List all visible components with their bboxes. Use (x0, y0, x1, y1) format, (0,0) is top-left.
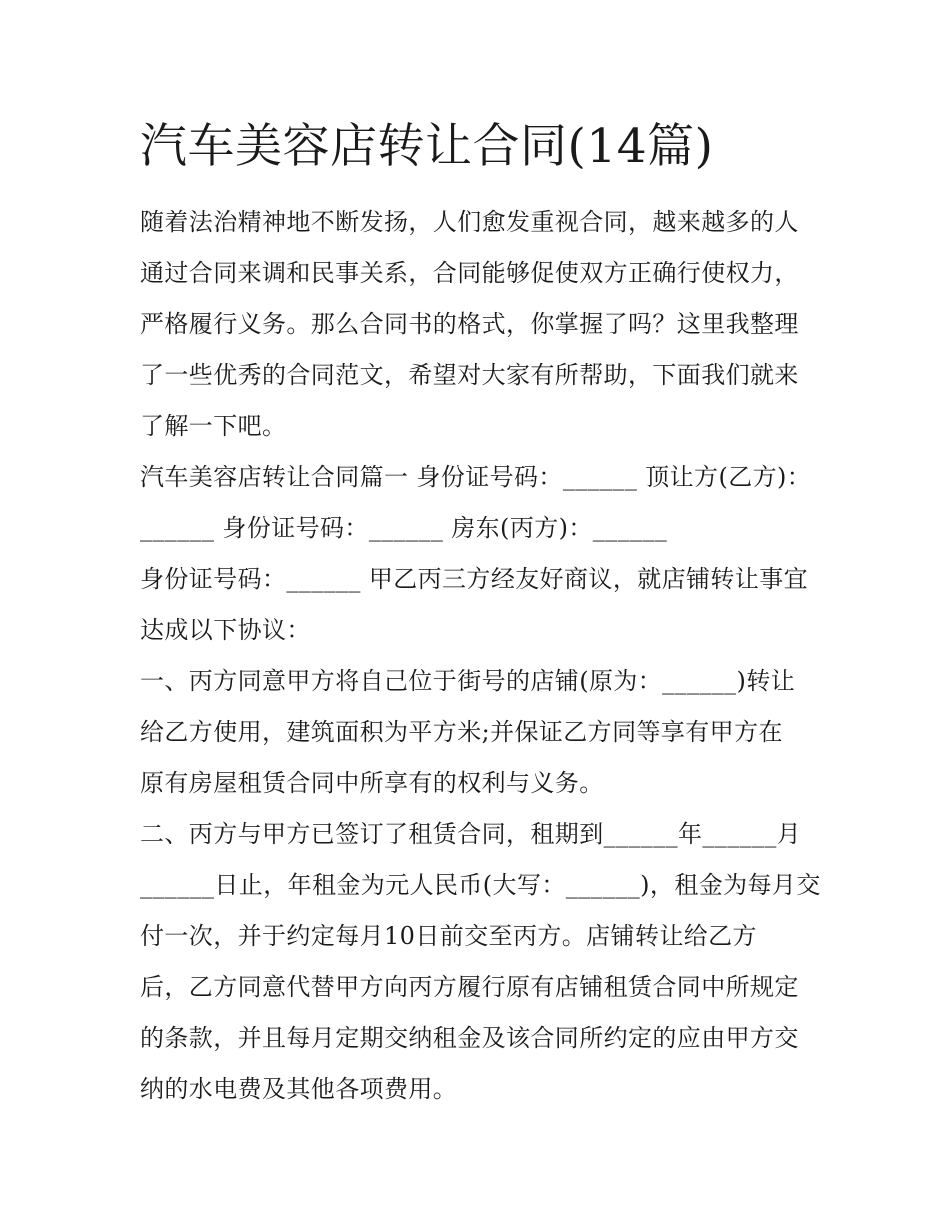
body-line: ______日止，年租金为元人民币(大写：______)，租金为每月交 (140, 871, 821, 899)
body-line: 汽车美容店转让合同篇一 身份证号码：______ 顶让方(乙方)： (140, 463, 812, 491)
body-line: 的条款，并且每月定期交纳租金及该合同所约定的应由甲方交 (140, 1024, 799, 1052)
body-line: 随着法治精神地不断发扬，人们愈发重视合同，越来越多的人 (140, 208, 799, 236)
body-line: 严格履行义务。那么合同书的格式，你掌握了吗？这里我整理 (140, 310, 799, 338)
body-line: 纳的水电费及其他各项费用。 (140, 1075, 458, 1103)
body-line: 付一次，并于约定每月10日前交至丙方。店铺转让给乙方 (140, 922, 757, 950)
document-body (140, 197, 820, 1115)
body-line: 给乙方使用，建筑面积为平方米;并保证乙方同等享有甲方在 (140, 718, 783, 746)
body-line: 一、丙方同意甲方将自己位于街号的店铺(原为：______)转让 (140, 667, 796, 695)
document-title: 汽车美容店转让合同(14篇) (140, 119, 714, 174)
body-line: 原有房屋租赁合同中所享有的权利与义务。 (140, 769, 604, 797)
body-line: 身份证号码：______ 甲乙丙三方经友好商议，就店铺转让事宜 (140, 565, 809, 593)
body-line: ______ 身份证号码：______ 房东(丙方)：______ (140, 514, 668, 542)
body-line: 通过合同来调和民事关系，合同能够促使双方正确行使权力， (140, 259, 799, 287)
body-line: 达成以下协议： (140, 616, 311, 644)
body-line: 了解一下吧。 (140, 412, 287, 440)
body-line: 了一些优秀的合同范文，希望对大家有所帮助，下面我们就来 (140, 361, 799, 389)
body-line: 后，乙方同意代替甲方向丙方履行原有店铺租赁合同中所规定 (140, 973, 799, 1001)
body-line: 二、丙方与甲方已签订了租赁合同，租期到______年______月 (140, 820, 802, 848)
